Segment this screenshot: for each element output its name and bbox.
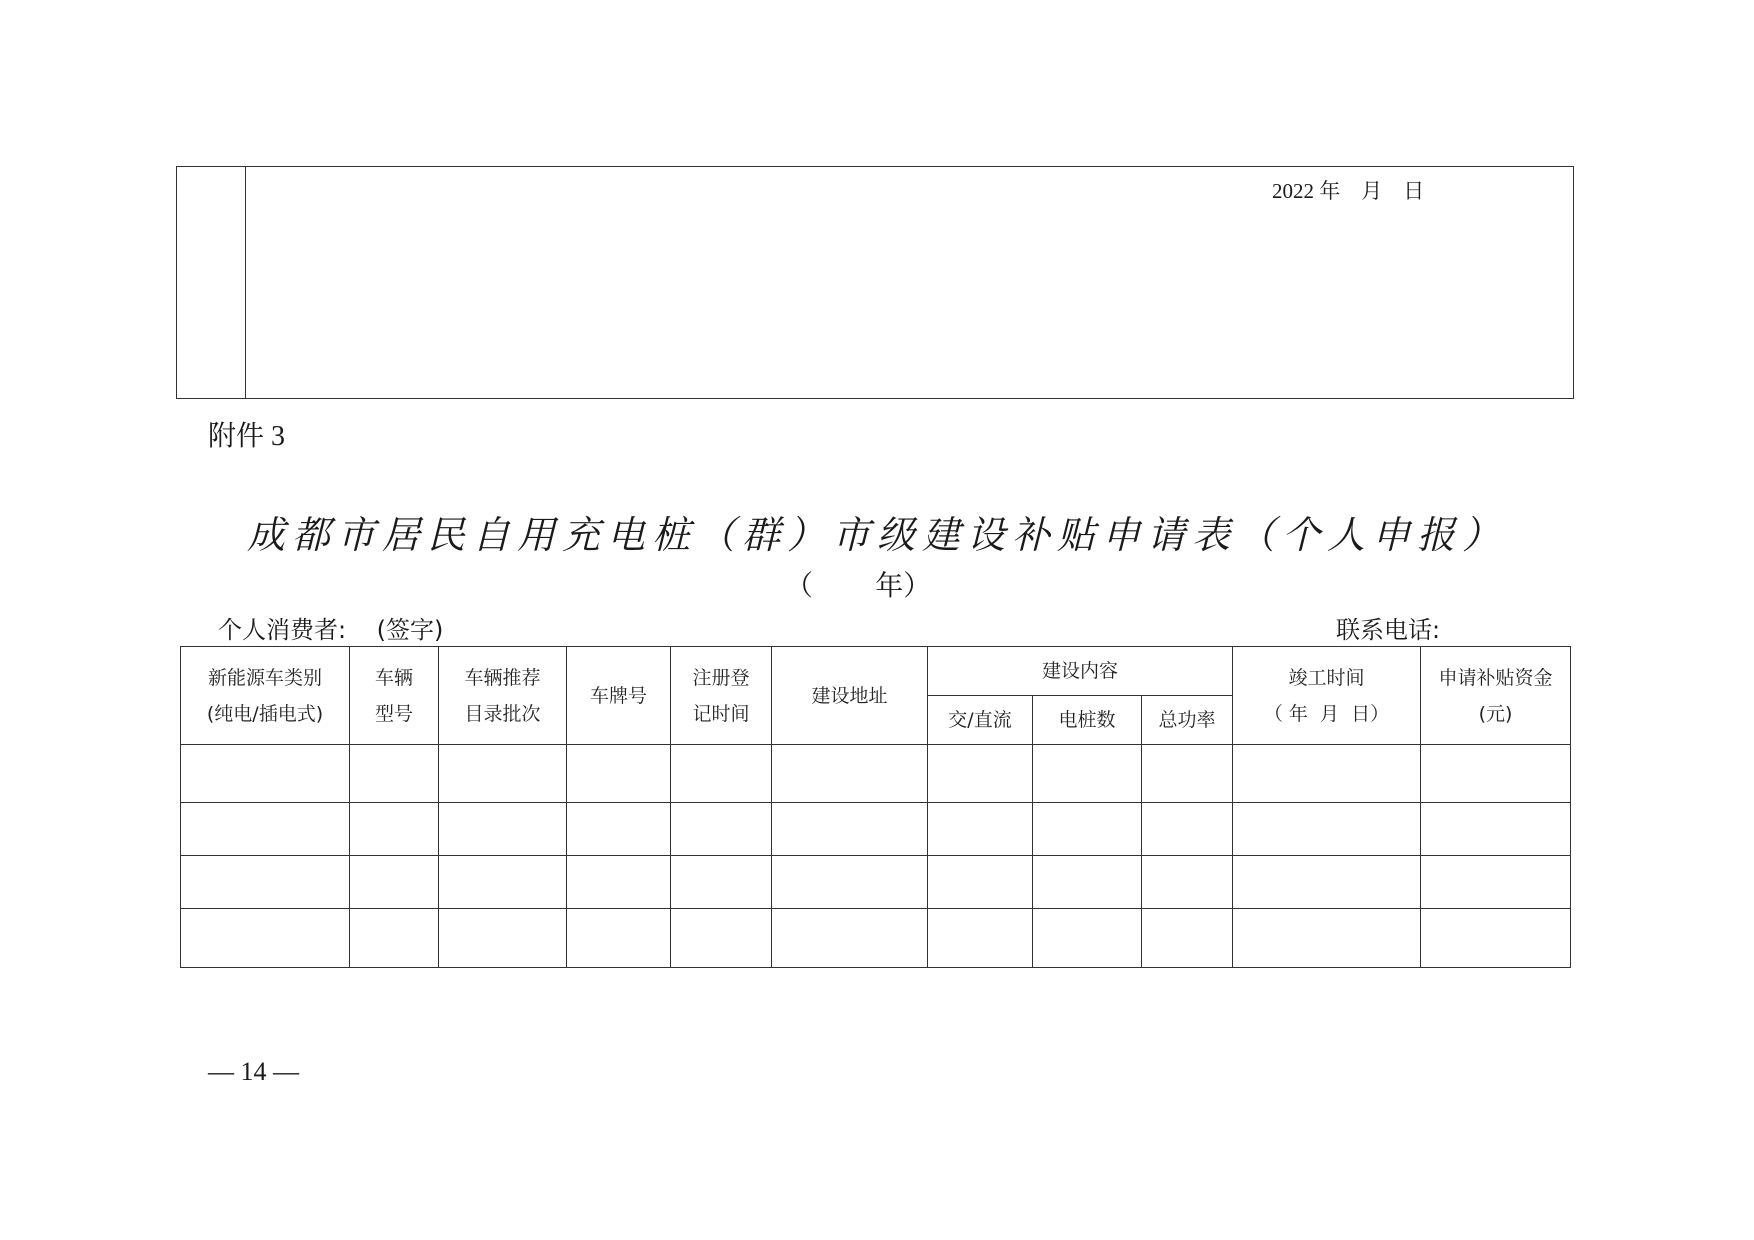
previous-form-box xyxy=(176,166,1574,399)
table-cell[interactable] xyxy=(350,856,439,909)
table-cell[interactable] xyxy=(1033,856,1142,909)
table-cell[interactable] xyxy=(772,856,928,909)
table-cell[interactable] xyxy=(181,803,350,856)
box-divider xyxy=(245,167,246,398)
table-cell[interactable] xyxy=(439,745,567,803)
table-cell[interactable] xyxy=(671,745,772,803)
table-cell[interactable] xyxy=(350,745,439,803)
table-cell[interactable] xyxy=(671,856,772,909)
table-cell[interactable] xyxy=(567,909,671,968)
table-cell[interactable] xyxy=(439,856,567,909)
table-cell[interactable] xyxy=(1142,909,1233,968)
table-cell[interactable] xyxy=(181,856,350,909)
table-cell[interactable] xyxy=(1421,745,1571,803)
table-row xyxy=(181,909,1571,968)
header-construction-content: 建设内容 xyxy=(928,647,1233,696)
subsidy-application-table xyxy=(180,646,1571,968)
table-cell[interactable] xyxy=(772,909,928,968)
table-cell[interactable] xyxy=(671,909,772,968)
table-cell[interactable] xyxy=(928,745,1033,803)
table-cell[interactable] xyxy=(1233,745,1421,803)
form-title: 成都市居民自用充电桩（群）市级建设补贴申请表（个人申报） xyxy=(246,513,1507,557)
table-cell[interactable] xyxy=(439,803,567,856)
header-completion-time: 竣工时间 （ 年 月 日） xyxy=(1233,647,1421,745)
table-cell[interactable] xyxy=(1233,909,1421,968)
table-cell[interactable] xyxy=(772,803,928,856)
table-cell[interactable] xyxy=(671,803,772,856)
header-catalog-batch: 车辆推荐 目录批次 xyxy=(439,647,567,745)
year-line: （ 年） xyxy=(785,569,932,602)
table-row xyxy=(181,745,1571,803)
table-cell[interactable] xyxy=(928,856,1033,909)
table-cell[interactable] xyxy=(567,803,671,856)
table-cell[interactable] xyxy=(1142,803,1233,856)
table-cell[interactable] xyxy=(1233,803,1421,856)
table-cell[interactable] xyxy=(350,909,439,968)
table-cell[interactable] xyxy=(1421,803,1571,856)
table-cell[interactable] xyxy=(181,745,350,803)
header-subsidy-amount: 申请补贴资金 (元) xyxy=(1421,647,1571,745)
header-registration-time: 注册登 记时间 xyxy=(671,647,772,745)
header-vehicle-model: 车辆 型号 xyxy=(350,647,439,745)
table-cell[interactable] xyxy=(350,803,439,856)
table-cell[interactable] xyxy=(567,856,671,909)
table-row xyxy=(181,856,1571,909)
table-row xyxy=(181,803,1571,856)
header-vehicle-type: 新能源车类别 (纯电/插电式) xyxy=(181,647,350,745)
date-line: 2022 年 月 日 xyxy=(1272,179,1425,203)
table-cell[interactable] xyxy=(1421,909,1571,968)
header-total-power: 总功率 xyxy=(1142,696,1233,745)
table-cell[interactable] xyxy=(1033,909,1142,968)
table-cell[interactable] xyxy=(1033,745,1142,803)
phone-label: 联系电话: xyxy=(1336,616,1441,644)
table-cell[interactable] xyxy=(928,803,1033,856)
table-cell[interactable] xyxy=(1142,856,1233,909)
table-cell[interactable] xyxy=(928,909,1033,968)
header-pile-count: 电桩数 xyxy=(1033,696,1142,745)
header-address: 建设地址 xyxy=(772,647,928,745)
table-cell[interactable] xyxy=(772,745,928,803)
table-cell[interactable] xyxy=(1142,745,1233,803)
table-cell[interactable] xyxy=(1033,803,1142,856)
table-cell[interactable] xyxy=(1421,856,1571,909)
page-number: — 14 — xyxy=(208,1057,299,1086)
header-plate-number: 车牌号 xyxy=(567,647,671,745)
table-cell[interactable] xyxy=(1233,856,1421,909)
annex-label: 附件 3 xyxy=(208,421,286,452)
consumer-signature-label: 个人消费者: (签字) xyxy=(218,616,444,644)
table-cell[interactable] xyxy=(181,909,350,968)
header-ac-dc: 交/直流 xyxy=(928,696,1033,745)
table-cell[interactable] xyxy=(567,745,671,803)
table-cell[interactable] xyxy=(439,909,567,968)
